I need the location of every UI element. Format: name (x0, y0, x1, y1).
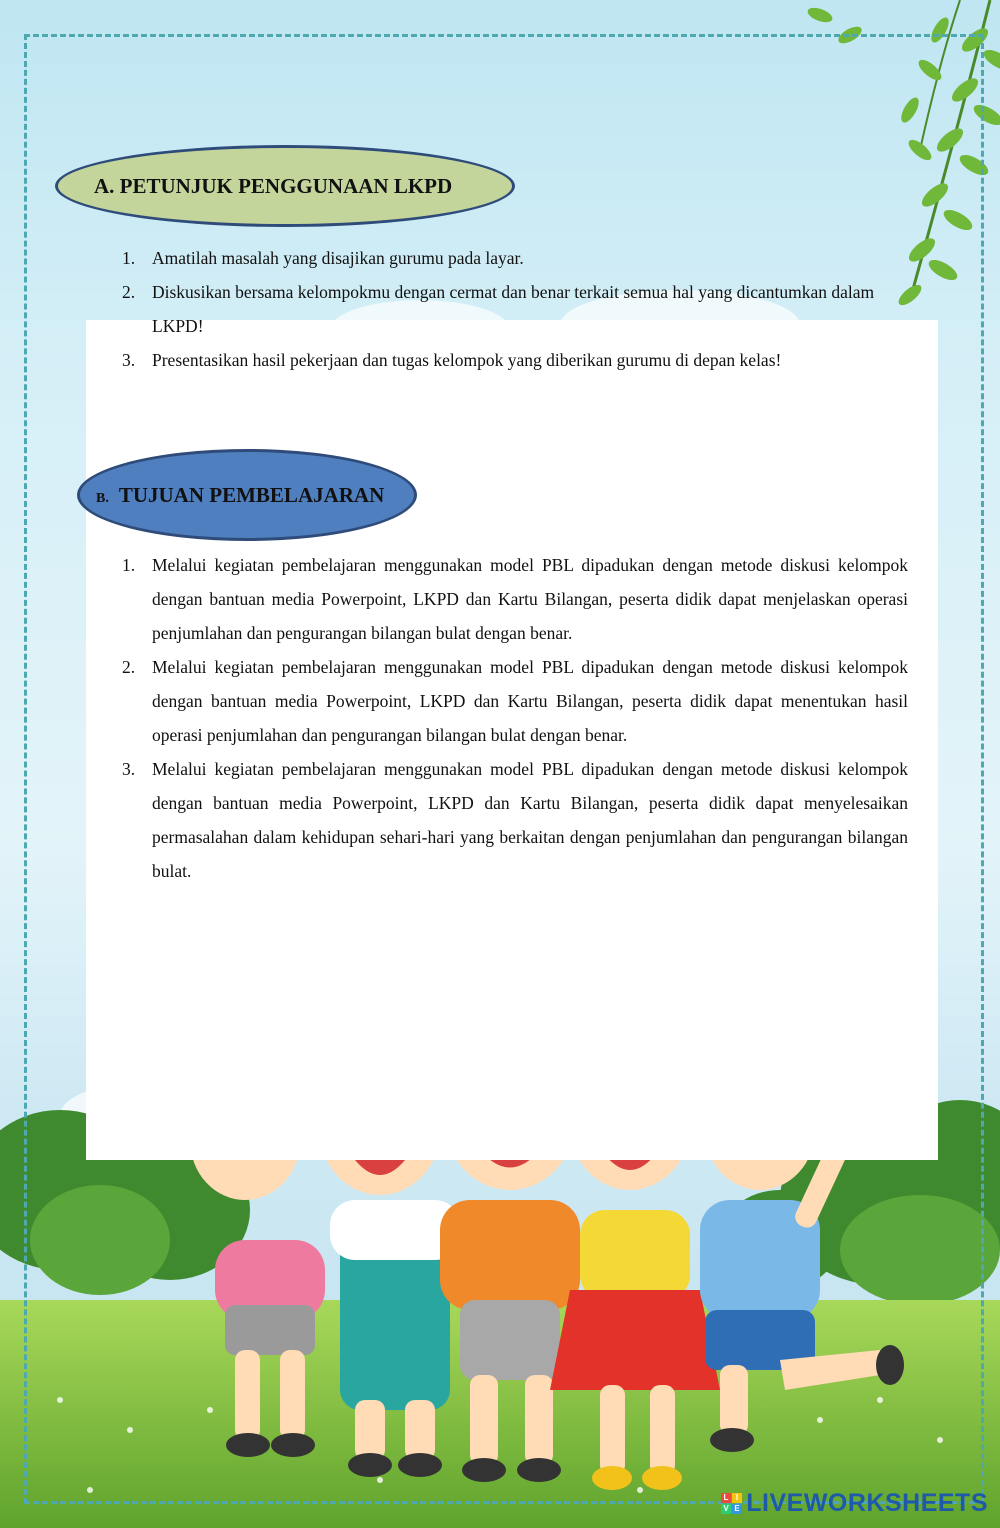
section-b-heading-oval (77, 449, 417, 541)
list-item-text: Melalui kegiatan pembelajaran menggunakan model PBL dipadukan dengan metode diskusi kelompok dengan bantuan media Powerpoint, LKPD dan Kartu Bilangan, peserta didik dapat menyelesaikan permasalahan dalam kehidupan sehari-hari yang berkaitan dengan penjumlahan dan pengurangan bilangan bulat. (152, 759, 908, 881)
list-item (118, 241, 908, 275)
list-item-number: 3. (122, 759, 136, 779)
list-item-number: 2. (122, 657, 136, 677)
section-b-list (118, 548, 908, 888)
list-item (118, 343, 908, 377)
section-b-heading-text: TUJUAN PEMBELAJARAN (118, 482, 385, 507)
list-item-text: Presentasikan hasil pekerjaan dan tugas kelompok yang diberikan gurumu di depan kelas! (152, 350, 782, 370)
section-a-list (118, 241, 908, 377)
list-item-number: 1. (122, 248, 136, 268)
logo-mark-letter: E (732, 1504, 742, 1514)
section-b-heading (96, 483, 384, 508)
list-item-number: 3. (122, 350, 136, 370)
logo-mark-letter: V (721, 1504, 731, 1514)
list-item (118, 752, 908, 888)
section-a-heading: A. PETUNJUK PENGGUNAAN LKPD (94, 173, 453, 198)
list-item-text: Melalui kegiatan pembelajaran menggunakan model PBL dipadukan dengan metode diskusi kelompok dengan bantuan media Powerpoint, LKPD dan Kartu Bilangan, peserta didik dapat menjelaskan operasi penjumlahan dan pengurangan bilangan bulat dengan benar. (152, 555, 908, 643)
section-b-letter: B. (96, 490, 109, 506)
logo-text: LIVEWORKSHEETS (746, 1489, 988, 1517)
section-a-heading-oval (55, 145, 515, 227)
liveworksheets-logo[interactable] (721, 1489, 988, 1518)
list-item-text: Diskusikan bersama kelompokmu dengan cermat dan benar terkait semua hal yang dicantumkan dalam LKPD! (152, 282, 875, 336)
logo-mark-letter: I (732, 1493, 742, 1503)
list-item (118, 650, 908, 752)
list-item-text: Melalui kegiatan pembelajaran menggunakan model PBL dipadukan dengan metode diskusi kelompok dengan bantuan media Powerpoint, LKPD dan Kartu Bilangan, peserta didik dapat menentukan hasil operasi penjumlahan dan pengurangan bilangan bulat dengan benar. (152, 657, 908, 745)
list-item-text: Amatilah masalah yang disajikan gurumu pada layar. (152, 248, 524, 268)
logo-mark-icon (721, 1493, 742, 1514)
list-item-number: 2. (122, 282, 136, 302)
list-item (118, 548, 908, 650)
logo-mark-letter: L (721, 1493, 731, 1503)
list-item (118, 275, 908, 343)
list-item-number: 1. (122, 555, 136, 575)
